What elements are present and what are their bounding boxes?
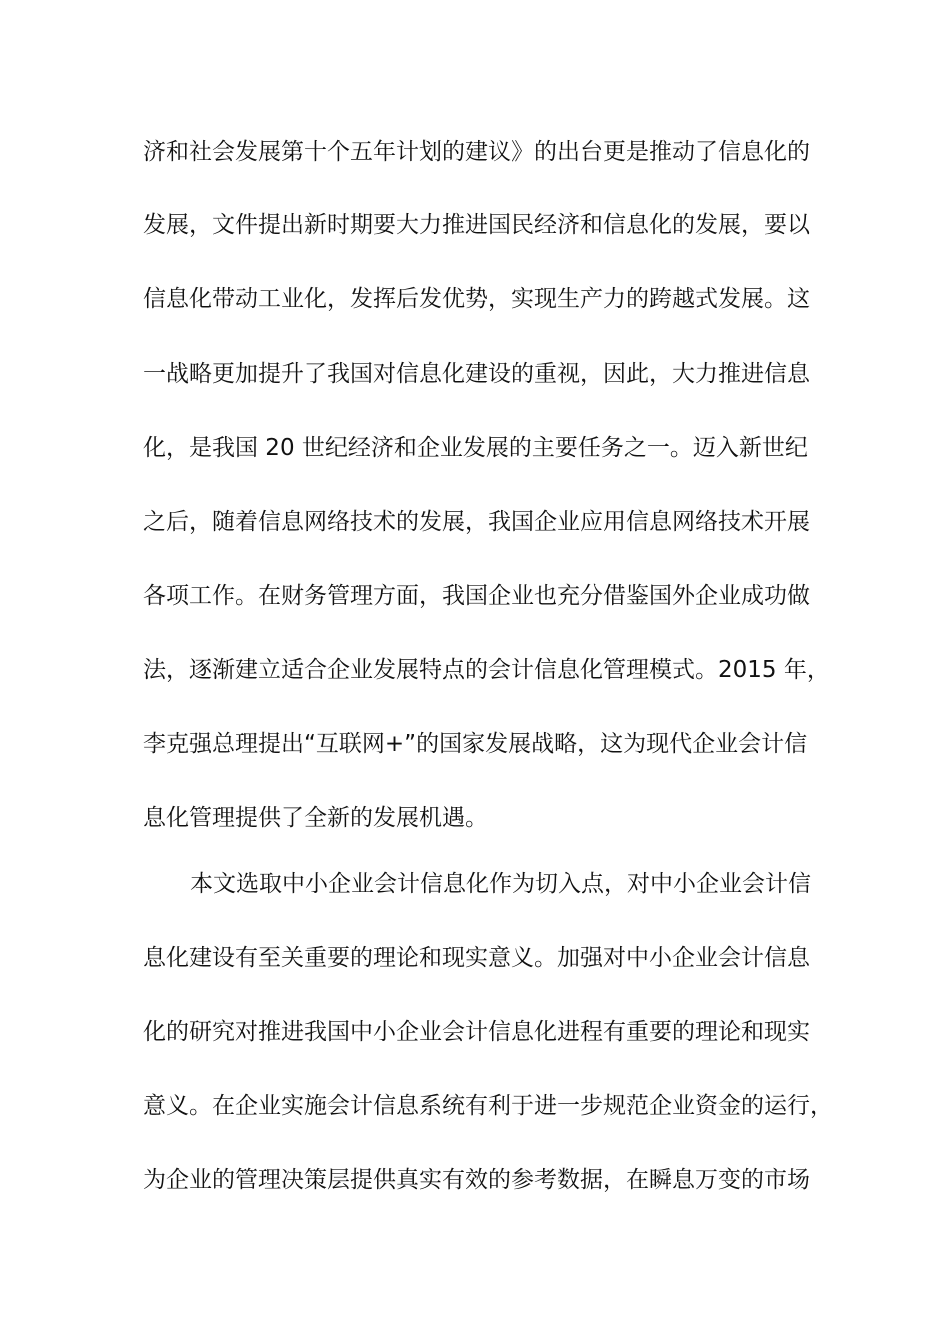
paragraph-line: 息化管理提供了全新的发展机遇。	[143, 805, 488, 831]
paragraph-line: 一战略更加提升了我国对信息化建设的重视，因此，大力推进信息	[143, 361, 810, 387]
paragraph-line: 息化建设有至关重要的理论和现实意义。加强对中小企业会计信息	[143, 945, 810, 971]
paragraph-line: 李克强总理提出“互联网+”的国家发展战略，这为现代企业会计信	[143, 731, 808, 757]
paragraph-line: 济和社会发展第十个五年计划的建议》的出台更是推动了信息化的	[143, 139, 810, 165]
paragraph-line: 发展，文件提出新时期要大力推进国民经济和信息化的发展，要以	[143, 212, 810, 238]
paragraph-line: 之后，随着信息网络技术的发展，我国企业应用信息网络技术开展	[143, 509, 810, 535]
paragraph-line: 为企业的管理决策层提供真实有效的参考数据，在瞬息万变的市场	[143, 1167, 810, 1193]
paragraph-line: 化，是我国 20 世纪经济和企业发展的主要任务之一。迈入新世纪	[143, 435, 808, 461]
paragraph-line: 化的研究对推进我国中小企业会计信息化进程有重要的理论和现实	[143, 1019, 810, 1045]
paragraph-line: 意义。在企业实施会计信息系统有利于进一步规范企业资金的运行，	[143, 1093, 833, 1119]
paragraph-line: 信息化带动工业化，发挥后发优势，实现生产力的跨越式发展。这	[143, 286, 810, 312]
paragraph-line: 法，逐渐建立适合企业发展特点的会计信息化管理模式。2015 年，	[143, 657, 830, 683]
paragraph-line: 各项工作。在财务管理方面，我国企业也充分借鉴国外企业成功做	[143, 583, 810, 609]
paragraph-line: 本文选取中小企业会计信息化作为切入点，对中小企业会计信	[190, 871, 811, 897]
